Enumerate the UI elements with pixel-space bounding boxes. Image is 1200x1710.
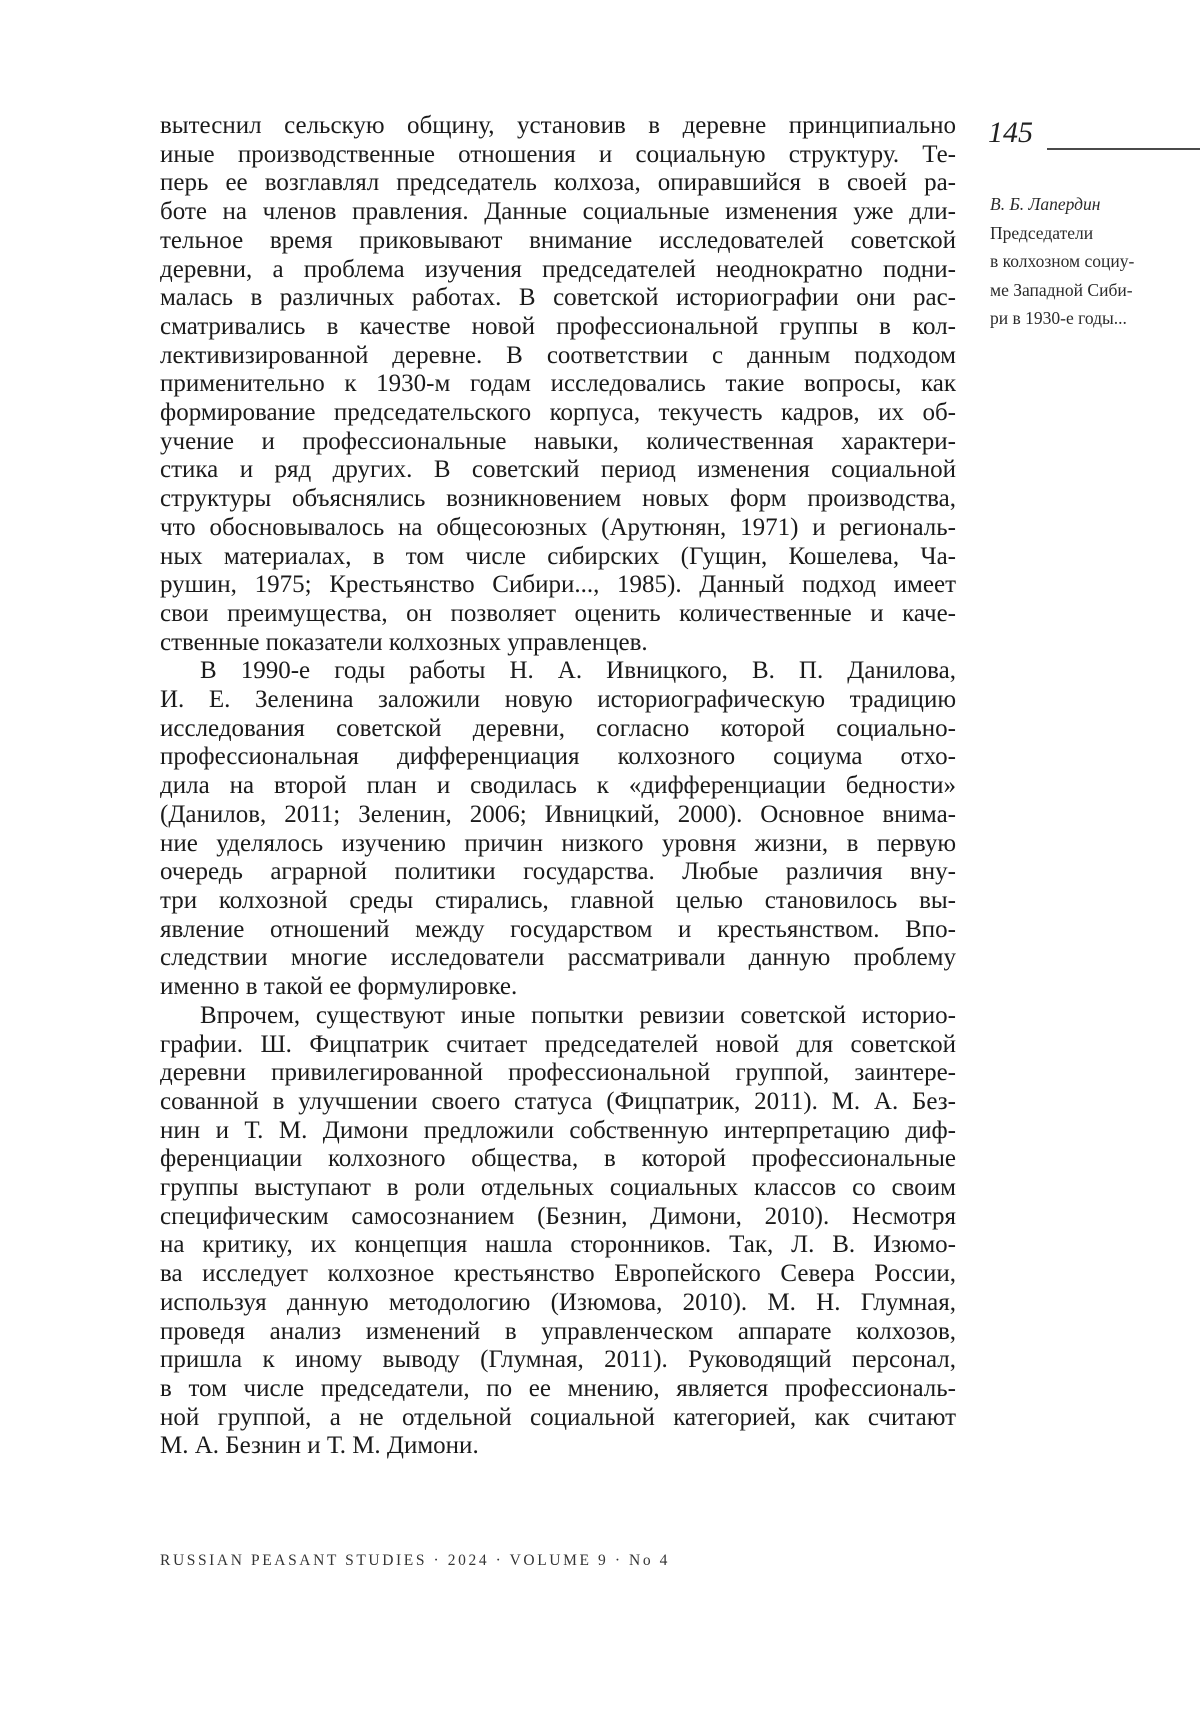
margin-note-author: В. Б. Лапердин [990,194,1101,214]
text-line: М. А. Безнин и Т. М. Димони. [160,1432,479,1460]
text-line: что обосновывалось на общесоюзных (Арутюнян, 1971) и региональ- [160,513,956,541]
text-line: тельное время приковывают внимание исследователей советской [160,226,956,254]
margin-note-line: Председатели [990,222,1094,243]
text-line: три колхозной среды стирались, главной целью становилось вы- [160,886,956,914]
text-line: ференциации колхозного общества, в которой профессиональные [160,1145,956,1173]
text-line: ной группой, а не отдельной социальной категорией, как считают [160,1403,956,1431]
journal-footer: RUSSIAN PEASANT STUDIES · 2024 · VOLUME 9 · No 4 [160,1552,671,1569]
text-line: нин и Т. М. Димони предложили собственную интерпретацию диф- [160,1116,956,1144]
page-number: 145 [988,116,1033,149]
text-line: графии. Ш. Фицпатрик считает председателей новой для советской [160,1030,956,1058]
text-line: явление отношений между государством и крестьянством. Впо- [160,915,956,943]
text-line: сматривались в качестве новой профессиональной группы в кол- [160,312,956,340]
text-line: учение и профессиональные навыки, количественная характери- [160,427,956,455]
text-line: применительно к 1930-м годам исследовались такие вопросы, как [160,370,956,398]
text-line: Впрочем, существуют иные попытки ревизии советской историо- [200,1001,956,1029]
text-line: специфическим самосознанием (Безнин, Димони, 2010). Несмотря [160,1202,956,1230]
paragraph [160,112,956,657]
margin-note [990,190,1180,333]
text-line: используя данную методологию (Изюмова, 2010). М. Н. Глумная, [160,1288,956,1316]
text-line: ние уделялось изучению причин низкого уровня жизни, в первую [160,829,956,857]
text-line: ственные показатели колхозных управленцев. [160,628,648,656]
text-line: следствии многие исследователи рассматривали данную проблему [160,944,956,972]
text-line: пришла к иному выводу (Глумная, 2011). Руководящий персонал, [160,1346,956,1374]
text-line: (Данилов, 2011; Зеленин, 2006; Ивницкий, 2000). Основное внима- [160,800,956,828]
text-line: профессиональная дифференциация колхозного социума отхо- [160,743,956,771]
header-rule [1047,148,1200,150]
text-line: сованной в улучшении своего статуса (Фицпатрик, 2011). М. А. Без- [160,1087,956,1115]
text-line: В 1990-е годы работы Н. А. Ивницкого, В. П. Данилова, [200,657,956,685]
text-line: стика и ряд других. В советский период изменения социальной [160,456,956,484]
text-line: боте на членов правления. Данные социальные изменения уже дли- [160,198,956,226]
margin-note-line: ме Западной Сиби- [990,279,1133,300]
text-line: иные производственные отношения и социальную структуру. Те- [160,140,956,168]
paragraph [160,1002,956,1461]
text-line: исследования советской деревни, согласно которой социально- [160,714,956,742]
text-line: проведя анализ изменений в управленческом аппарате колхозов, [160,1317,956,1345]
text-line: формирование председательского корпуса, текучесть кадров, их об- [160,399,956,427]
paragraph [160,657,956,1001]
text-line: малась в различных работах. В советской историографии они рас- [160,284,956,312]
margin-note-line: ри в 1930-е годы... [990,308,1127,328]
text-line: ных материалах, в том числе сибирских (Гущин, Кошелева, Ча- [160,542,956,570]
text-line: на критику, их концепция нашла сторонников. Так, Л. В. Изюмо- [160,1231,956,1259]
text-line: И. Е. Зеленина заложили новую историографическую традицию [160,686,956,714]
text-line: деревни, а проблема изучения председателей неоднократно подни- [160,255,956,283]
margin-note-line: в колхозном социу- [990,251,1135,271]
body-text [160,112,956,1461]
text-line: группы выступают в роли отдельных социальных классов со своим [160,1174,956,1202]
text-line: именно в такой ее формулировке. [160,973,518,1001]
text-line: деревни привилегированной профессиональной группой, заинтере- [160,1059,956,1087]
text-line: в том числе председатели, по ее мнению, является профессиональ- [160,1374,956,1402]
text-line: лективизированной деревне. В соответствии с данным подходом [160,341,956,369]
text-line: вытеснил сельскую общину, установив в деревне принципиально [160,112,956,139]
text-line: дила на второй план и сводилась к «дифференциации бедности» [160,772,956,800]
text-line: структуры объяснялись возникновением новых форм производства, [160,485,956,513]
text-line: перь ее возглавлял председатель колхоза, опиравшийся в своей ра- [160,169,956,197]
text-line: рушин, 1975; Крестьянство Сибири..., 1985). Данный подход имеет [160,571,956,599]
text-line: свои преимущества, он позволяет оценить количественные и каче- [160,599,956,627]
text-line: ва исследует колхозное крестьянство Европейского Севера России, [160,1260,956,1288]
text-line: очередь аграрной политики государства. Любые различия вну- [160,858,956,886]
